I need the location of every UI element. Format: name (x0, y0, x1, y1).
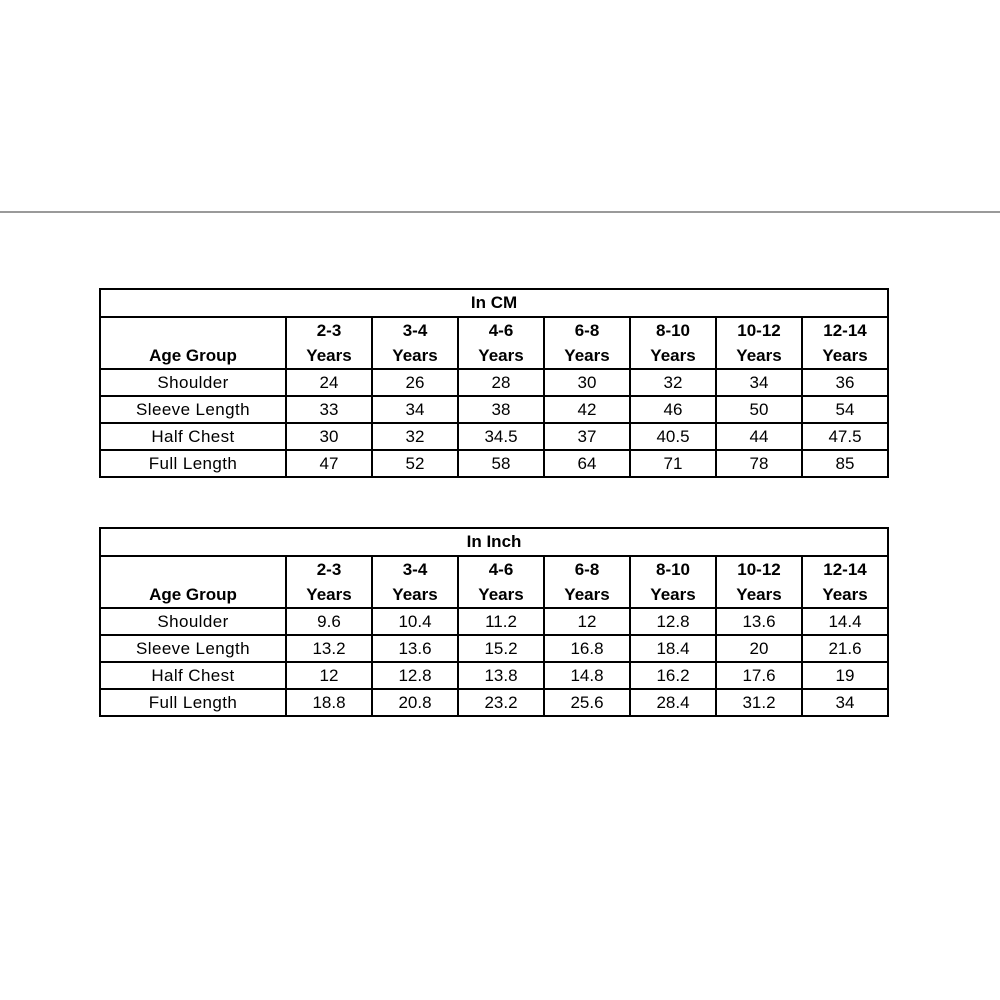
measurement-value: 30 (286, 423, 372, 450)
measurement-value: 13.6 (716, 608, 802, 635)
measurement-label: Full Length (100, 689, 286, 716)
measurement-value: 38 (458, 396, 544, 423)
age-group-header (100, 556, 286, 608)
measurement-value: 46 (630, 396, 716, 423)
divider-line (0, 211, 1000, 213)
measurement-value: 44 (716, 423, 802, 450)
measurement-value: 12.8 (630, 608, 716, 635)
measurement-value: 34.5 (458, 423, 544, 450)
age-column-header (458, 317, 544, 369)
age-group-label: Age Group (149, 585, 237, 604)
table-title-row (100, 528, 888, 556)
measurement-value: 13.8 (458, 662, 544, 689)
age-range: 8-10 (655, 321, 691, 340)
measurement-value: 20 (716, 635, 802, 662)
table-title-row (100, 289, 888, 317)
table-row (100, 450, 888, 477)
measurement-label: Half Chest (100, 423, 286, 450)
measurement-value: 50 (716, 396, 802, 423)
age-unit: Years (822, 585, 868, 604)
age-range: 10-12 (737, 560, 781, 579)
measurement-label: Sleeve Length (100, 396, 286, 423)
measurement-value: 11.2 (458, 608, 544, 635)
table-row (100, 423, 888, 450)
measurement-value: 18.8 (286, 689, 372, 716)
measurement-value: 15.2 (458, 635, 544, 662)
measurement-label: Shoulder (100, 369, 286, 396)
age-column-header (630, 556, 716, 608)
table-row (100, 662, 888, 689)
age-unit: Years (478, 346, 524, 365)
age-unit: Years (392, 346, 438, 365)
age-range: 12-14 (823, 321, 867, 340)
measurement-value: 14.4 (802, 608, 888, 635)
table-row (100, 635, 888, 662)
age-group-label: Age Group (149, 346, 237, 365)
age-range: 4-6 (488, 560, 514, 579)
age-column-header (286, 317, 372, 369)
measurement-value: 9.6 (286, 608, 372, 635)
measurement-value: 10.4 (372, 608, 458, 635)
age-unit: Years (650, 346, 696, 365)
age-range: 12-14 (823, 560, 867, 579)
measurement-value: 52 (372, 450, 458, 477)
measurement-value: 12.8 (372, 662, 458, 689)
measurement-value: 13.2 (286, 635, 372, 662)
measurement-value: 32 (372, 423, 458, 450)
age-column-header (458, 556, 544, 608)
measurement-value: 21.6 (802, 635, 888, 662)
measurement-value: 47 (286, 450, 372, 477)
measurement-value: 28.4 (630, 689, 716, 716)
size-table-cm (99, 288, 889, 478)
measurement-value: 42 (544, 396, 630, 423)
age-unit: Years (564, 346, 610, 365)
measurement-label: Shoulder (100, 608, 286, 635)
age-unit: Years (650, 585, 696, 604)
measurement-value: 18.4 (630, 635, 716, 662)
measurement-label: Sleeve Length (100, 635, 286, 662)
measurement-value: 40.5 (630, 423, 716, 450)
age-unit: Years (392, 585, 438, 604)
age-unit: Years (736, 346, 782, 365)
measurement-value: 17.6 (716, 662, 802, 689)
age-unit: Years (478, 585, 524, 604)
age-column-header (286, 556, 372, 608)
measurement-value: 16.8 (544, 635, 630, 662)
measurement-value: 37 (544, 423, 630, 450)
age-range: 3-4 (402, 560, 428, 579)
table-row (100, 396, 888, 423)
measurement-value: 28 (458, 369, 544, 396)
measurement-value: 34 (802, 689, 888, 716)
measurement-value: 32 (630, 369, 716, 396)
measurement-value: 36 (802, 369, 888, 396)
age-range: 6-8 (574, 321, 600, 340)
measurement-label: Half Chest (100, 662, 286, 689)
age-range: 6-8 (574, 560, 600, 579)
age-range: 4-6 (488, 321, 514, 340)
measurement-value: 13.6 (372, 635, 458, 662)
age-unit: Years (306, 585, 352, 604)
age-unit: Years (306, 346, 352, 365)
age-range: 8-10 (655, 560, 691, 579)
age-range: 2-3 (316, 321, 342, 340)
age-column-header (716, 556, 802, 608)
age-unit: Years (736, 585, 782, 604)
age-column-header (544, 317, 630, 369)
age-range: 10-12 (737, 321, 781, 340)
table-title: In CM (100, 289, 888, 317)
measurement-value: 26 (372, 369, 458, 396)
measurement-value: 33 (286, 396, 372, 423)
table-header-row (100, 317, 888, 369)
table-row (100, 608, 888, 635)
measurement-value: 34 (716, 369, 802, 396)
table-header-row (100, 556, 888, 608)
measurement-value: 31.2 (716, 689, 802, 716)
age-unit: Years (564, 585, 610, 604)
measurement-value: 23.2 (458, 689, 544, 716)
age-column-header (372, 317, 458, 369)
measurement-value: 25.6 (544, 689, 630, 716)
age-column-header (802, 556, 888, 608)
measurement-value: 64 (544, 450, 630, 477)
measurement-value: 14.8 (544, 662, 630, 689)
age-column-header (716, 317, 802, 369)
measurement-value: 12 (544, 608, 630, 635)
measurement-value: 24 (286, 369, 372, 396)
age-range: 3-4 (402, 321, 428, 340)
measurement-value: 85 (802, 450, 888, 477)
age-column-header (544, 556, 630, 608)
age-group-header (100, 317, 286, 369)
age-range: 2-3 (316, 560, 342, 579)
measurement-value: 19 (802, 662, 888, 689)
age-column-header (802, 317, 888, 369)
measurement-value: 47.5 (802, 423, 888, 450)
measurement-label: Full Length (100, 450, 286, 477)
measurement-value: 54 (802, 396, 888, 423)
table-row (100, 689, 888, 716)
measurement-value: 34 (372, 396, 458, 423)
measurement-value: 30 (544, 369, 630, 396)
measurement-value: 78 (716, 450, 802, 477)
measurement-value: 71 (630, 450, 716, 477)
measurement-value: 58 (458, 450, 544, 477)
size-table-inch (99, 527, 889, 717)
measurement-value: 12 (286, 662, 372, 689)
age-unit: Years (822, 346, 868, 365)
table-row (100, 369, 888, 396)
measurement-value: 16.2 (630, 662, 716, 689)
measurement-value: 20.8 (372, 689, 458, 716)
age-column-header (630, 317, 716, 369)
age-column-header (372, 556, 458, 608)
table-title: In Inch (100, 528, 888, 556)
